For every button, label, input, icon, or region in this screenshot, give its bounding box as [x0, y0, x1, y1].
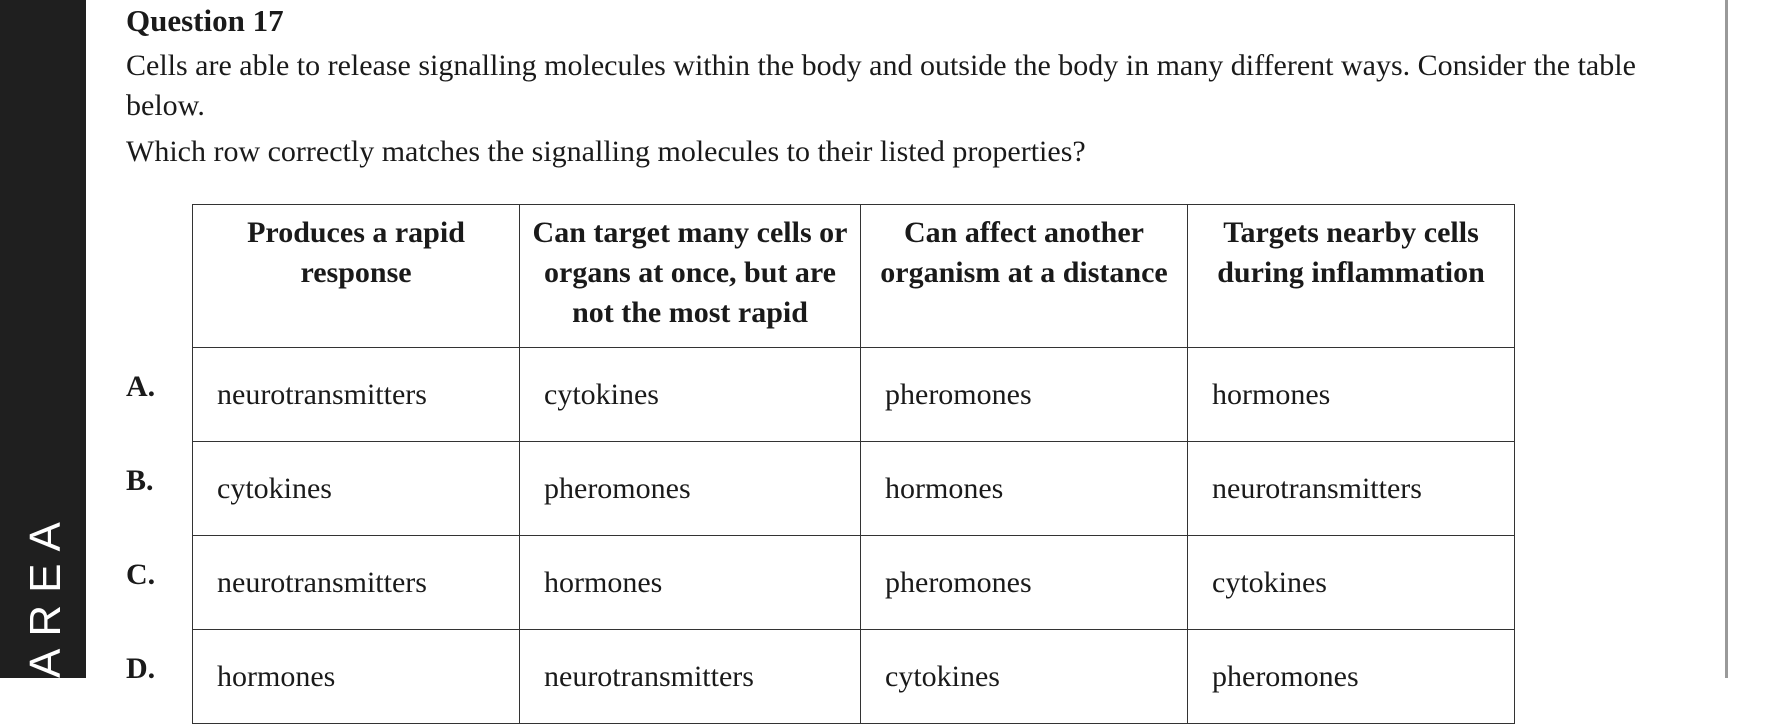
header-distance-effect: Can affect another organism at a distance [861, 205, 1188, 348]
table-cell: pheromones [520, 442, 861, 536]
table-cell: neurotransmitters [1188, 442, 1515, 536]
options-table [126, 204, 1515, 724]
table-cell: cytokines [520, 348, 861, 442]
option-row-c[interactable] [126, 536, 1515, 630]
table-cell: cytokines [1188, 536, 1515, 630]
option-row-b[interactable] [126, 442, 1515, 536]
question-block [126, 0, 1686, 172]
header-rapid-response: Produces a rapid response [193, 205, 520, 348]
table-cell: hormones [193, 630, 520, 724]
option-label: C. [126, 557, 156, 591]
question-prompt: Which row correctly matches the signalling molecules to their listed properties? [126, 135, 1086, 168]
table-cell: hormones [1188, 348, 1515, 442]
option-row-d[interactable] [126, 630, 1515, 724]
option-label: A. [126, 369, 156, 403]
table-cell: cytokines [193, 442, 520, 536]
table-cell: pheromones [861, 348, 1188, 442]
table-cell: neurotransmitters [193, 348, 520, 442]
side-margin-label: AREA [21, 510, 70, 678]
side-margin-bar [0, 0, 86, 678]
table-cell: pheromones [1188, 630, 1515, 724]
table-header-row [126, 205, 1515, 348]
table-cell: neurotransmitters [520, 630, 861, 724]
option-label: B. [126, 463, 154, 497]
question-title: Question 17 [126, 3, 284, 38]
right-margin-rule [1725, 0, 1728, 678]
header-inflammation: Targets nearby cells during inflammation [1188, 205, 1515, 348]
option-label: D. [126, 651, 156, 685]
table-cell: cytokines [861, 630, 1188, 724]
table-cell: pheromones [861, 536, 1188, 630]
table-corner [126, 205, 193, 348]
question-stem: Cells are able to release signalling molecules within the body and outside the body in many different ways. Consider the table below. [126, 49, 1636, 122]
table-cell: neurotransmitters [193, 536, 520, 630]
option-row-a[interactable] [126, 348, 1515, 442]
header-many-targets: Can target many cells or organs at once, but are not the most rapid [520, 205, 861, 348]
table-cell: hormones [861, 442, 1188, 536]
table-cell: hormones [520, 536, 861, 630]
